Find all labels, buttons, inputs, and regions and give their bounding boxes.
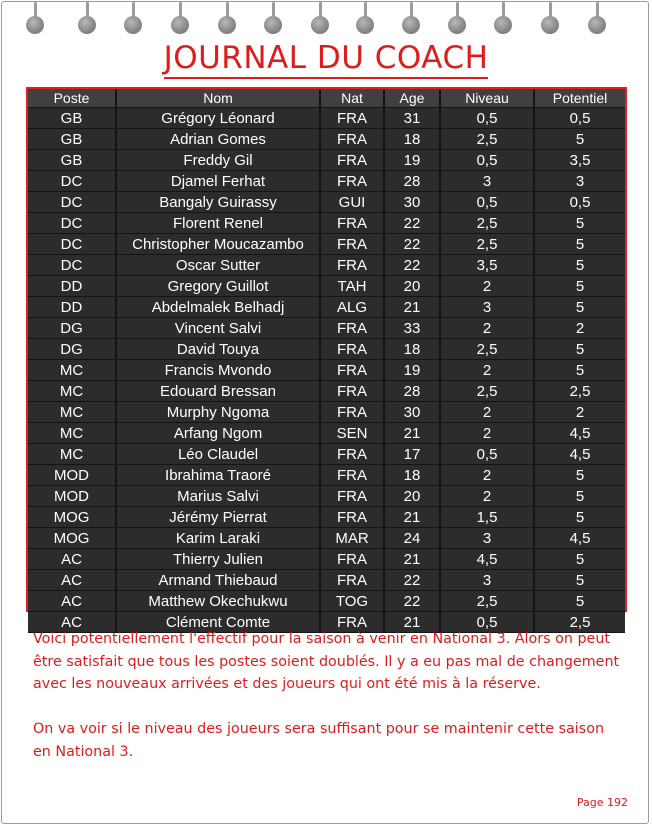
table-row	[28, 444, 625, 465]
cell-niveau: 2	[440, 486, 534, 507]
cell-nat: SEN	[320, 423, 384, 444]
cell-niveau: 3,5	[440, 255, 534, 276]
cell-niveau: 1,5	[440, 507, 534, 528]
cell-age: 22	[384, 570, 440, 591]
squad-table-frame	[26, 87, 627, 631]
page-number: Page 192	[576, 796, 628, 809]
spiral-ring-icon	[402, 16, 420, 34]
notes-paragraph-2: On va voir si le niveau des joueurs sera suffisant pour se maintenir cette saison en National 3.	[33, 721, 605, 760]
spiral-ring-icon	[218, 16, 236, 34]
cell-age: 24	[384, 528, 440, 549]
cell-potentiel: 5	[534, 507, 625, 528]
table-body	[28, 108, 625, 633]
cell-nat: FRA	[320, 381, 384, 402]
table-row	[28, 192, 625, 213]
cell-poste: MC	[28, 360, 116, 381]
cell-niveau: 2	[440, 276, 534, 297]
cell-potentiel: 5	[534, 255, 625, 276]
cell-niveau: 4,5	[440, 549, 534, 570]
cell-nat: FRA	[320, 213, 384, 234]
cell-age: 33	[384, 318, 440, 339]
spiral-ring-icon	[26, 16, 44, 34]
cell-nom: Grégory Léonard	[116, 108, 320, 129]
cell-age: 22	[384, 234, 440, 255]
cell-nat: FRA	[320, 549, 384, 570]
cell-age: 22	[384, 255, 440, 276]
cell-niveau: 2,5	[440, 234, 534, 255]
cell-nom: Armand Thiebaud	[116, 570, 320, 591]
cell-potentiel: 5	[534, 213, 625, 234]
cell-niveau: 2	[440, 423, 534, 444]
table-row	[28, 486, 625, 507]
cell-nom: Vincent Salvi	[116, 318, 320, 339]
cell-poste: DC	[28, 213, 116, 234]
cell-nom: Karim Laraki	[116, 528, 320, 549]
cell-nom: Léo Claudel	[116, 444, 320, 465]
cell-nat: TOG	[320, 591, 384, 612]
cell-age: 21	[384, 612, 440, 633]
cell-nom: Bangaly Guirassy	[116, 192, 320, 213]
cell-nom: Clément Comte	[116, 612, 320, 633]
cell-age: 28	[384, 171, 440, 192]
cell-age: 21	[384, 507, 440, 528]
cell-age: 18	[384, 339, 440, 360]
cell-nom: Ibrahima Traoré	[116, 465, 320, 486]
cell-niveau: 3	[440, 528, 534, 549]
table-row	[28, 108, 625, 129]
column-header-nat: Nat	[320, 89, 384, 108]
table-row	[28, 570, 625, 591]
table-row	[28, 234, 625, 255]
cell-nom: Murphy Ngoma	[116, 402, 320, 423]
cell-nom: Adrian Gomes	[116, 129, 320, 150]
cell-nom: Arfang Ngom	[116, 423, 320, 444]
cell-potentiel: 0,5	[534, 192, 625, 213]
cell-niveau: 0,5	[440, 150, 534, 171]
cell-nat: FRA	[320, 234, 384, 255]
cell-nat: FRA	[320, 507, 384, 528]
cell-poste: MOD	[28, 486, 116, 507]
cell-nat: TAH	[320, 276, 384, 297]
cell-nat: FRA	[320, 108, 384, 129]
page-title	[0, 40, 652, 76]
notes-paragraph-1: Voici potentiellement l'effectif pour la saison à venir en National 3. Alors on peut être satisfait que tous les postes soient doublés. Il y a eu pas mal de changement avec les nouveaux arrivées et des joueurs qui ont été mis à la réserve.	[33, 631, 620, 692]
cell-poste: DD	[28, 276, 116, 297]
cell-poste: DC	[28, 255, 116, 276]
cell-niveau: 2,5	[440, 129, 534, 150]
cell-nom: David Touya	[116, 339, 320, 360]
cell-poste: MOG	[28, 507, 116, 528]
cell-nom: Marius Salvi	[116, 486, 320, 507]
cell-age: 19	[384, 360, 440, 381]
cell-nom: Gregory Guillot	[116, 276, 320, 297]
cell-potentiel: 2,5	[534, 381, 625, 402]
cell-nom: Edouard Bressan	[116, 381, 320, 402]
cell-nom: Thierry Julien	[116, 549, 320, 570]
cell-niveau: 3	[440, 297, 534, 318]
cell-niveau: 0,5	[440, 192, 534, 213]
table-row	[28, 423, 625, 444]
cell-poste: MOG	[28, 528, 116, 549]
cell-poste: GB	[28, 150, 116, 171]
cell-nom: Abdelmalek Belhadj	[116, 297, 320, 318]
table-header-row	[28, 89, 625, 108]
cell-nom: Jérémy Pierrat	[116, 507, 320, 528]
cell-potentiel: 3,5	[534, 150, 625, 171]
cell-potentiel: 5	[534, 297, 625, 318]
cell-age: 20	[384, 276, 440, 297]
cell-age: 28	[384, 381, 440, 402]
cell-nat: GUI	[320, 192, 384, 213]
cell-nom: Oscar Sutter	[116, 255, 320, 276]
cell-poste: MC	[28, 423, 116, 444]
cell-nom: Freddy Gil	[116, 150, 320, 171]
spiral-ring-icon	[311, 16, 329, 34]
cell-age: 17	[384, 444, 440, 465]
cell-potentiel: 2	[534, 402, 625, 423]
cell-poste: GB	[28, 108, 116, 129]
title-text: JOURNAL DU COACH	[164, 40, 489, 79]
spiral-ring-icon	[264, 16, 282, 34]
spiral-ring-icon	[124, 16, 142, 34]
table-row	[28, 276, 625, 297]
cell-nat: FRA	[320, 339, 384, 360]
squad-table	[28, 89, 625, 633]
cell-potentiel: 5	[534, 570, 625, 591]
cell-potentiel: 5	[534, 465, 625, 486]
cell-nat: FRA	[320, 402, 384, 423]
cell-age: 19	[384, 150, 440, 171]
column-header-potentiel: Potentiel	[534, 89, 625, 108]
cell-nat: FRA	[320, 255, 384, 276]
cell-age: 22	[384, 591, 440, 612]
cell-nat: FRA	[320, 360, 384, 381]
table-row	[28, 150, 625, 171]
spiral-ring-icon	[494, 16, 512, 34]
cell-potentiel: 4,5	[534, 528, 625, 549]
cell-potentiel: 4,5	[534, 423, 625, 444]
cell-poste: DC	[28, 192, 116, 213]
cell-age: 18	[384, 129, 440, 150]
column-header-age: Age	[384, 89, 440, 108]
cell-poste: DC	[28, 234, 116, 255]
cell-potentiel: 4,5	[534, 444, 625, 465]
cell-poste: AC	[28, 612, 116, 633]
cell-potentiel: 5	[534, 276, 625, 297]
cell-niveau: 2,5	[440, 339, 534, 360]
table-row	[28, 591, 625, 612]
column-header-niveau: Niveau	[440, 89, 534, 108]
cell-poste: AC	[28, 591, 116, 612]
cell-nat: FRA	[320, 171, 384, 192]
table-row	[28, 507, 625, 528]
cell-potentiel: 5	[534, 129, 625, 150]
cell-potentiel: 5	[534, 591, 625, 612]
cell-potentiel: 2	[534, 318, 625, 339]
cell-age: 22	[384, 213, 440, 234]
cell-nom: Francis Mvondo	[116, 360, 320, 381]
cell-poste: GB	[28, 129, 116, 150]
cell-age: 18	[384, 465, 440, 486]
cell-potentiel: 5	[534, 339, 625, 360]
table-row	[28, 549, 625, 570]
cell-nom: Christopher Moucazambo	[116, 234, 320, 255]
cell-nat: FRA	[320, 318, 384, 339]
cell-poste: DD	[28, 297, 116, 318]
table-row	[28, 213, 625, 234]
cell-niveau: 2,5	[440, 213, 534, 234]
cell-niveau: 2	[440, 318, 534, 339]
cell-nat: FRA	[320, 612, 384, 633]
cell-nom: Florent Renel	[116, 213, 320, 234]
table-row	[28, 171, 625, 192]
cell-nat: FRA	[320, 486, 384, 507]
column-header-poste: Poste	[28, 89, 116, 108]
cell-poste: MC	[28, 381, 116, 402]
cell-nat: FRA	[320, 129, 384, 150]
cell-poste: DC	[28, 171, 116, 192]
cell-nom: Matthew Okechukwu	[116, 591, 320, 612]
cell-niveau: 3	[440, 171, 534, 192]
spiral-ring-icon	[78, 16, 96, 34]
table-row	[28, 465, 625, 486]
spiral-ring-icon	[588, 16, 606, 34]
cell-nat: FRA	[320, 465, 384, 486]
cell-age: 20	[384, 486, 440, 507]
column-header-nom: Nom	[116, 89, 320, 108]
cell-niveau: 0,5	[440, 108, 534, 129]
cell-poste: MOD	[28, 465, 116, 486]
table-row	[28, 129, 625, 150]
table-row	[28, 297, 625, 318]
cell-age: 30	[384, 192, 440, 213]
table-row	[28, 339, 625, 360]
cell-nat: FRA	[320, 150, 384, 171]
cell-niveau: 0,5	[440, 444, 534, 465]
cell-niveau: 2	[440, 465, 534, 486]
cell-niveau: 3	[440, 570, 534, 591]
table-row	[28, 255, 625, 276]
cell-potentiel: 5	[534, 234, 625, 255]
cell-potentiel: 3	[534, 171, 625, 192]
cell-potentiel: 5	[534, 486, 625, 507]
table-row	[28, 381, 625, 402]
cell-poste: MC	[28, 402, 116, 423]
cell-niveau: 0,5	[440, 612, 534, 633]
cell-age: 21	[384, 423, 440, 444]
cell-nat: MAR	[320, 528, 384, 549]
table-row	[28, 528, 625, 549]
table-row	[28, 360, 625, 381]
table-row	[28, 402, 625, 423]
cell-poste: AC	[28, 549, 116, 570]
cell-age: 21	[384, 549, 440, 570]
spiral-ring-icon	[356, 16, 374, 34]
cell-poste: DG	[28, 339, 116, 360]
spiral-ring-icon	[541, 16, 559, 34]
cell-nat: ALG	[320, 297, 384, 318]
spiral-ring-icon	[171, 16, 189, 34]
coach-notes	[33, 628, 623, 763]
cell-age: 30	[384, 402, 440, 423]
cell-nom: Djamel Ferhat	[116, 171, 320, 192]
cell-nat: FRA	[320, 444, 384, 465]
cell-poste: DG	[28, 318, 116, 339]
cell-potentiel: 5	[534, 360, 625, 381]
cell-niveau: 2,5	[440, 591, 534, 612]
cell-niveau: 2	[440, 402, 534, 423]
cell-niveau: 2	[440, 360, 534, 381]
cell-poste: AC	[28, 570, 116, 591]
cell-nat: FRA	[320, 570, 384, 591]
cell-poste: MC	[28, 444, 116, 465]
cell-potentiel: 0,5	[534, 108, 625, 129]
cell-potentiel: 5	[534, 549, 625, 570]
cell-age: 31	[384, 108, 440, 129]
cell-niveau: 2,5	[440, 381, 534, 402]
cell-age: 21	[384, 297, 440, 318]
table-row	[28, 318, 625, 339]
cell-potentiel: 2,5	[534, 612, 625, 633]
spiral-ring-icon	[448, 16, 466, 34]
